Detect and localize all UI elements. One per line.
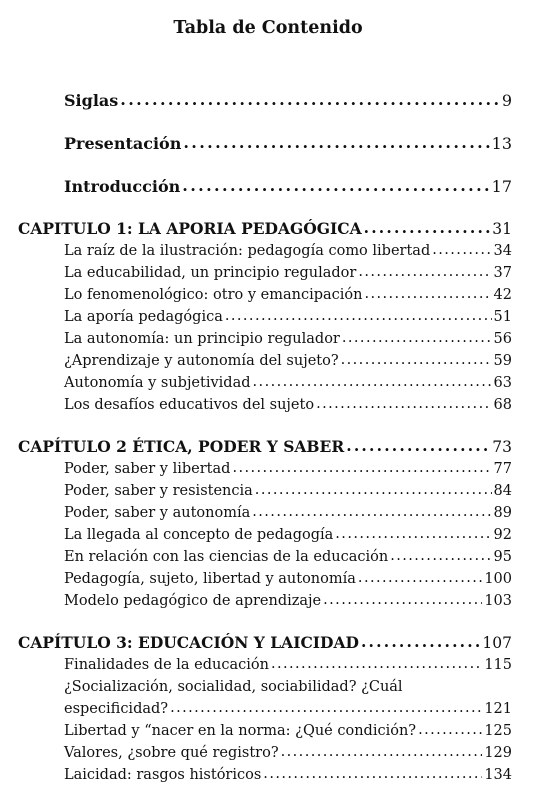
toc-section[interactable] bbox=[64, 372, 512, 394]
section-page: 92 bbox=[493, 527, 512, 543]
page-title: Tabla de Contenido bbox=[173, 18, 363, 38]
section-page: 89 bbox=[493, 505, 512, 521]
dot-leader bbox=[361, 631, 480, 653]
toc-entry-siglas[interactable] bbox=[64, 90, 512, 112]
section-label: En relación con las ciencias de la educación bbox=[64, 549, 389, 565]
toc-chapter-3[interactable] bbox=[18, 632, 512, 654]
entry-page: 13 bbox=[491, 134, 512, 153]
dot-leader bbox=[225, 305, 492, 327]
toc-section[interactable] bbox=[64, 458, 512, 480]
dot-leader bbox=[232, 457, 491, 479]
dot-leader bbox=[170, 697, 482, 719]
chapter-page: 107 bbox=[482, 634, 512, 652]
section-page: 115 bbox=[484, 657, 512, 673]
chapter-title: CAPÍTULO 2 ÉTICA, PODER Y SABER bbox=[18, 437, 345, 456]
toc-section[interactable] bbox=[64, 306, 512, 328]
section-page: 129 bbox=[484, 745, 512, 761]
entry-label: Introducción bbox=[64, 177, 181, 196]
section-page: 134 bbox=[484, 767, 512, 783]
chapter-page: 31 bbox=[492, 220, 512, 238]
section-label: Lo fenomenológico: otro y emancipación bbox=[64, 287, 363, 303]
toc-section[interactable] bbox=[64, 590, 512, 612]
dot-leader bbox=[358, 261, 491, 283]
section-label: Pedagogía, sujeto, libertad y autonomía bbox=[64, 571, 356, 587]
toc-section[interactable] bbox=[64, 654, 512, 676]
section-label: Poder, saber y libertad bbox=[64, 461, 231, 477]
toc-section[interactable] bbox=[64, 328, 512, 350]
dot-leader bbox=[364, 283, 491, 305]
section-label: La educabilidad, un principio regulador bbox=[64, 265, 357, 281]
dot-leader bbox=[316, 393, 491, 415]
toc-section[interactable] bbox=[64, 742, 512, 764]
section-page: 103 bbox=[484, 593, 512, 609]
dot-leader bbox=[255, 479, 492, 501]
section-page: 84 bbox=[493, 483, 512, 499]
section-label: especificidad? bbox=[64, 701, 169, 717]
toc-entry-presentacion[interactable] bbox=[64, 133, 512, 155]
dot-leader bbox=[346, 435, 490, 457]
toc-section[interactable] bbox=[64, 698, 512, 720]
dot-leader bbox=[120, 89, 500, 111]
section-page: 34 bbox=[493, 243, 512, 259]
section-label-first-line: ¿Socialización, socialidad, sociabilidad? ¿Cuál bbox=[64, 679, 403, 695]
dot-leader bbox=[341, 349, 492, 371]
section-label: La llegada al concepto de pedagogía bbox=[64, 527, 334, 543]
toc-section[interactable] bbox=[64, 524, 512, 546]
section-page: 59 bbox=[493, 353, 512, 369]
entry-label: Presentación bbox=[64, 134, 182, 153]
dot-leader bbox=[281, 741, 483, 763]
dot-leader bbox=[252, 501, 491, 523]
dot-leader bbox=[342, 327, 492, 349]
dot-leader bbox=[390, 545, 491, 567]
section-page: 51 bbox=[493, 309, 512, 325]
section-label: Modelo pedagógico de aprendizaje bbox=[64, 593, 322, 609]
section-page: 37 bbox=[493, 265, 512, 281]
toc-section[interactable] bbox=[64, 350, 512, 372]
dot-leader bbox=[323, 589, 482, 611]
section-page: 56 bbox=[493, 331, 512, 347]
toc-chapter-1[interactable] bbox=[18, 218, 512, 240]
dot-leader bbox=[271, 653, 482, 675]
section-label: La aporía pedagógica bbox=[64, 309, 223, 325]
dot-leader bbox=[418, 719, 482, 741]
section-label: Poder, saber y autonomía bbox=[64, 505, 251, 521]
section-page: 100 bbox=[484, 571, 512, 587]
section-label: Libertad y “nacer en la norma: ¿Qué condición? bbox=[64, 723, 417, 739]
section-page: 63 bbox=[493, 375, 512, 391]
toc-section[interactable] bbox=[64, 720, 512, 742]
dot-leader bbox=[183, 132, 489, 154]
toc-section[interactable] bbox=[64, 764, 512, 786]
section-label: La raíz de la ilustración: pedagogía como libertad bbox=[64, 243, 431, 259]
dot-leader bbox=[364, 217, 491, 239]
chapter-title: CAPITULO 1: LA APORIA PEDAGÓGICA bbox=[18, 219, 362, 238]
entry-page: 17 bbox=[491, 177, 512, 196]
dot-leader bbox=[263, 763, 482, 785]
section-label: Poder, saber y resistencia bbox=[64, 483, 253, 499]
dot-leader bbox=[253, 371, 492, 393]
section-label: Finalidades de la educación bbox=[64, 657, 269, 673]
section-label: ¿Aprendizaje y autonomía del sujeto? bbox=[64, 353, 339, 369]
section-label: Laicidad: rasgos históricos bbox=[64, 767, 262, 783]
toc-section[interactable] bbox=[64, 394, 512, 416]
toc-section[interactable] bbox=[64, 480, 512, 502]
toc-section[interactable] bbox=[64, 262, 512, 284]
toc-section[interactable] bbox=[64, 546, 512, 568]
dot-leader bbox=[182, 175, 489, 197]
section-page: 68 bbox=[493, 397, 512, 413]
section-label: Valores, ¿sobre qué registro? bbox=[64, 745, 279, 761]
toc-section[interactable] bbox=[64, 284, 512, 306]
toc-section[interactable] bbox=[64, 568, 512, 590]
section-page: 95 bbox=[493, 549, 512, 565]
section-page: 42 bbox=[493, 287, 512, 303]
section-page: 77 bbox=[493, 461, 512, 477]
toc-entry-introduccion[interactable] bbox=[64, 176, 512, 198]
entry-page: 9 bbox=[501, 91, 512, 110]
toc-chapter-2[interactable] bbox=[18, 436, 512, 458]
dot-leader bbox=[335, 523, 491, 545]
section-label: Los desafíos educativos del sujeto bbox=[64, 397, 315, 413]
section-page: 121 bbox=[484, 701, 512, 717]
chapter-page: 73 bbox=[492, 438, 512, 456]
toc-section[interactable] bbox=[64, 502, 512, 524]
chapter-title: CAPÍTULO 3: EDUCACIÓN Y LAICIDAD bbox=[18, 633, 359, 652]
section-page: 125 bbox=[484, 723, 512, 739]
section-label: Autonomía y subjetividad bbox=[64, 375, 251, 391]
toc-section[interactable] bbox=[64, 240, 512, 262]
entry-label: Siglas bbox=[64, 91, 119, 110]
section-label: La autonomía: un principio regulador bbox=[64, 331, 340, 347]
dot-leader bbox=[358, 567, 482, 589]
dot-leader bbox=[432, 239, 491, 261]
